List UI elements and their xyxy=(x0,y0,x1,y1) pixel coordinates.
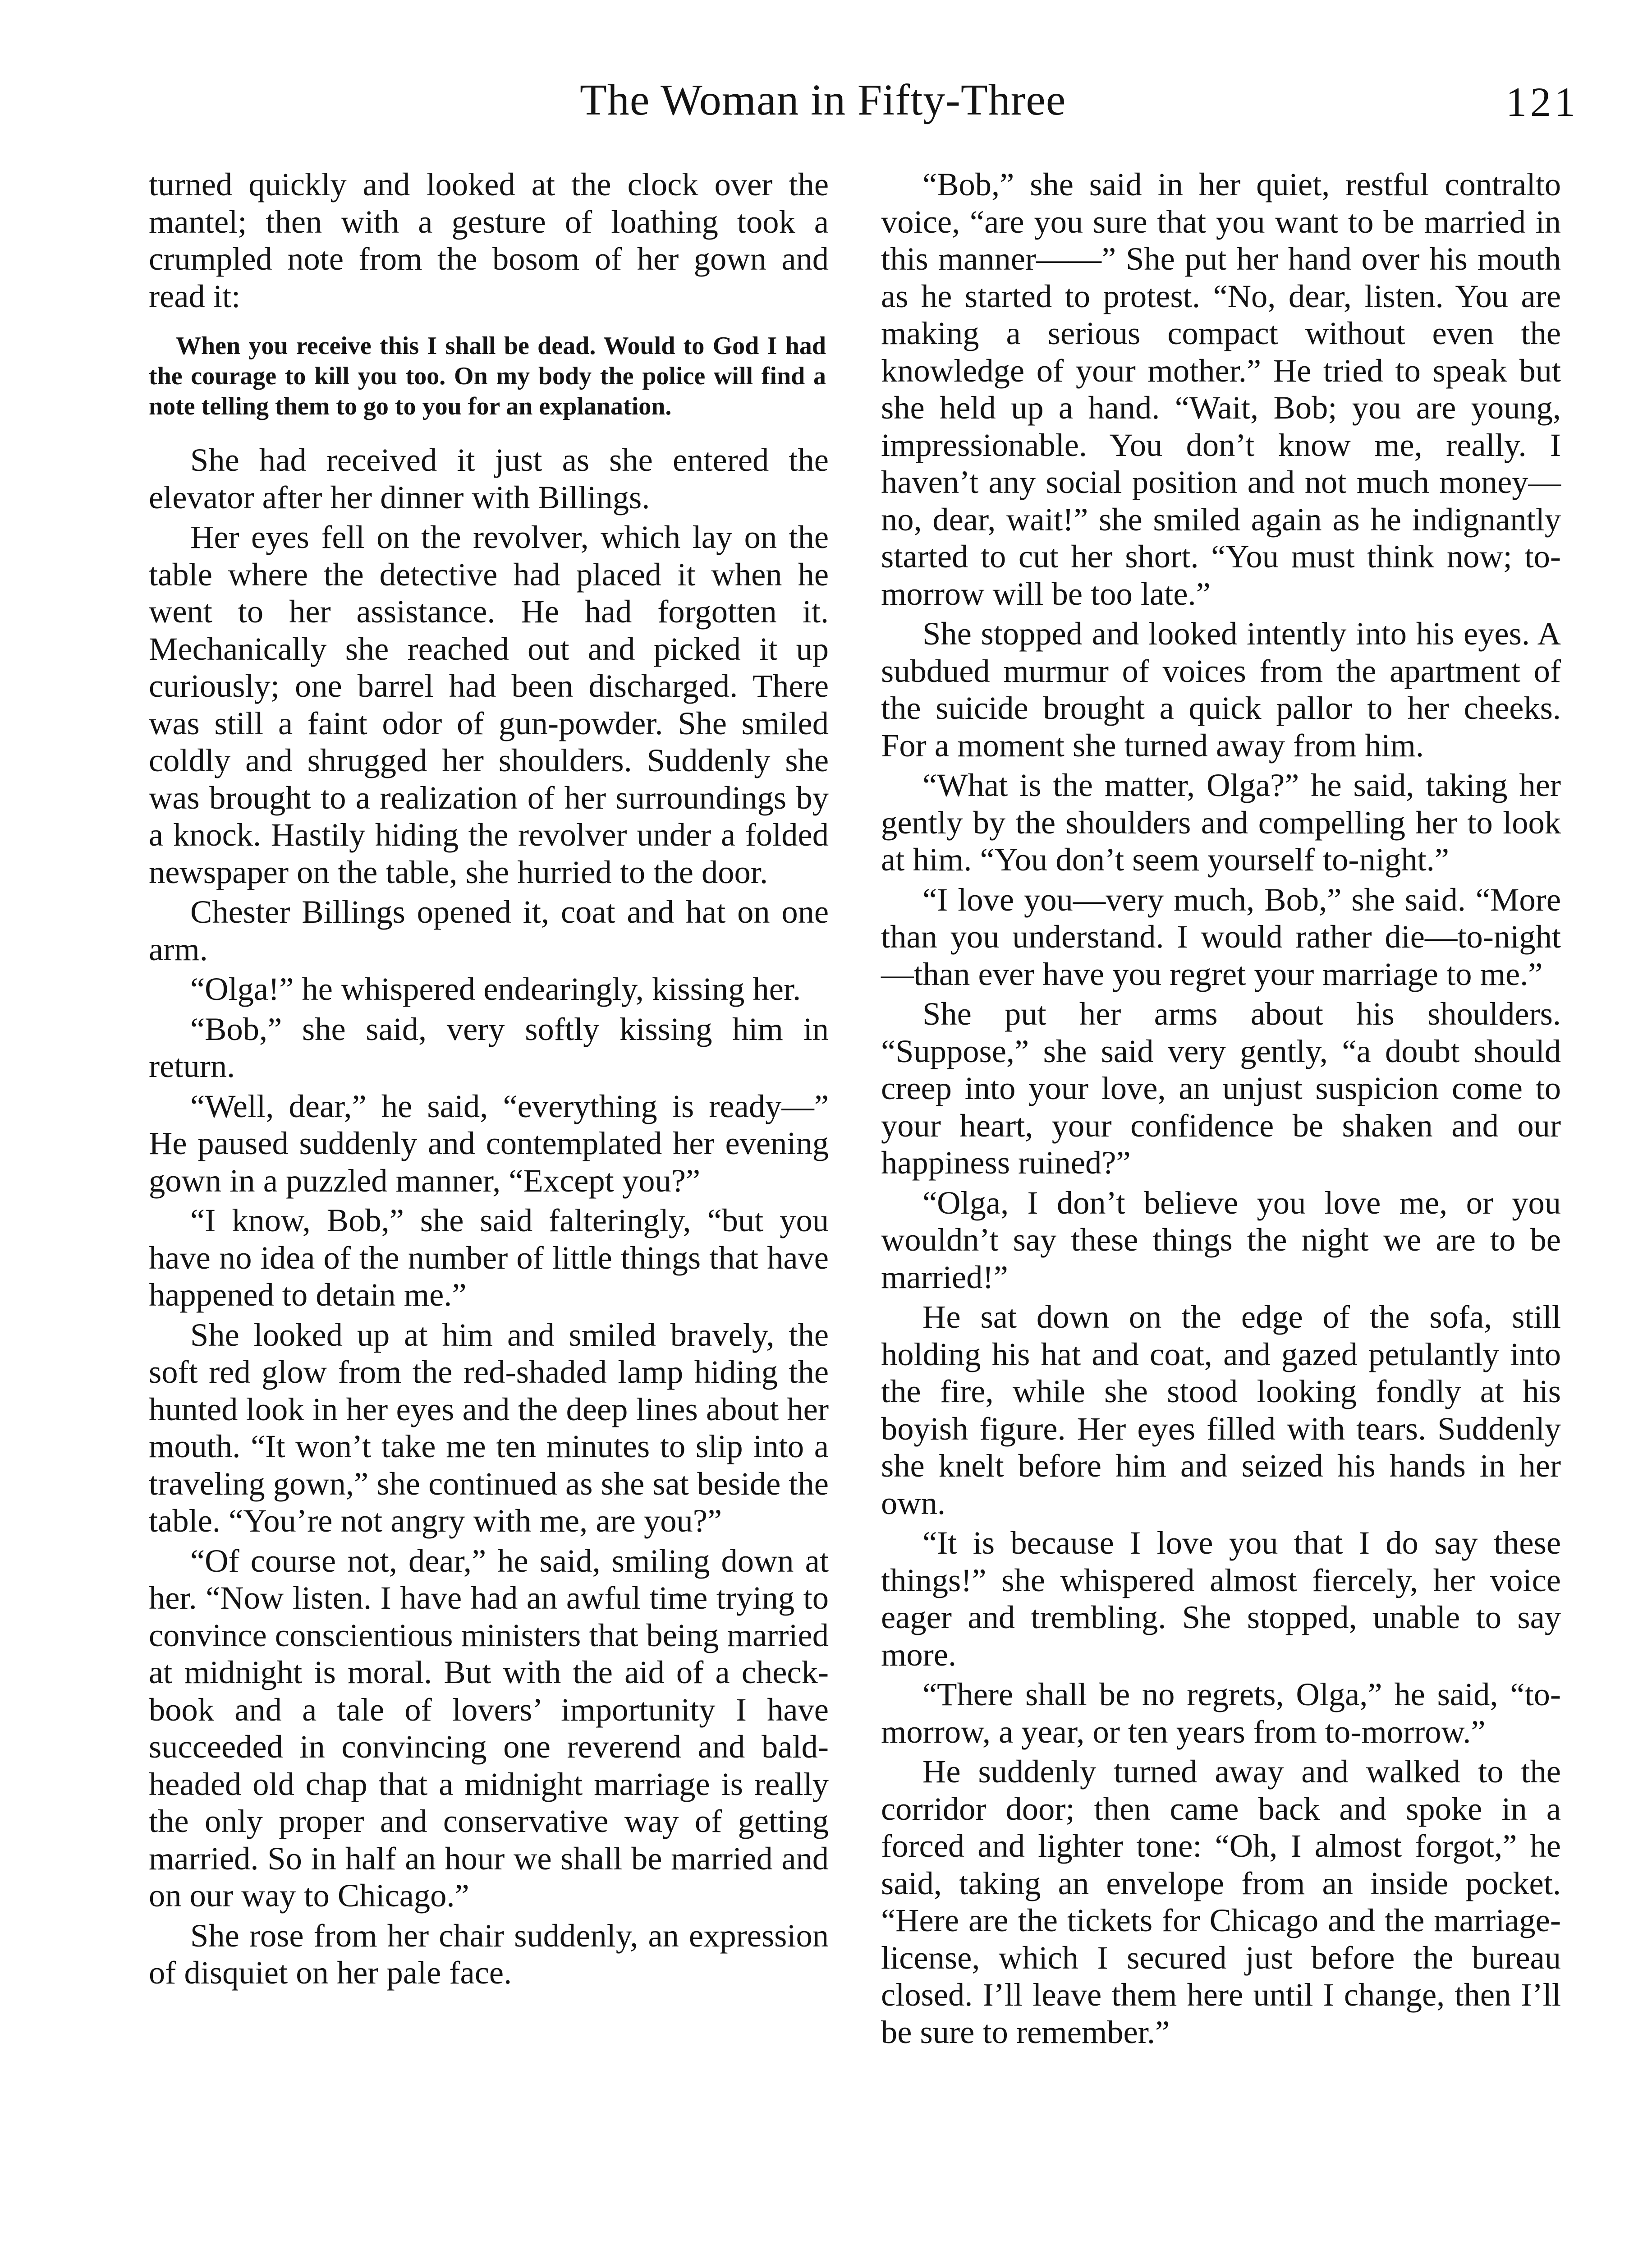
paragraph: turned quickly and looked at the clock over the mantel; then with a gesture of loathing took a crumpled note from the bosom of her gown and read it: xyxy=(149,166,829,314)
paragraph: Chester Billings opened it, coat and hat on one arm. xyxy=(149,893,829,967)
paragraph: “It is because I love you that I do say these things!” she whispered almost fiercely, her voice eager and trembling. She stopped, unable to say more. xyxy=(881,1524,1561,1673)
paragraph: “There shall be no regrets, Olga,” he said, “to-morrow, a year, or ten years from to-morrow.” xyxy=(881,1676,1561,1750)
paragraph: She stopped and looked intently into his eyes. A subdued murmur of voices from the apartment of the suicide brought a quick pallor to her cheeks. For a moment she turned away from him. xyxy=(881,615,1561,764)
paragraph: He suddenly turned away and walked to the corridor door; then came back and spoke in a forced and lighter tone: “Oh, I almost forgot,” he said, taking an envelope from an inside pocket. “Here are the tickets for Chicago and the marriage-license, which I secured just before the bureau closed. I’ll leave them here until I change, then I’ll be sure to remember.” xyxy=(881,1753,1561,2050)
suicide-note-quote: When you receive this I shall be dead. Would to God I had the courage to kill you too. On my body the police will find a note telling them to go to you for an explanation. xyxy=(149,332,826,420)
left-column xyxy=(149,166,829,1994)
paragraph: “Olga!” he whispered endearingly, kissing her. xyxy=(190,971,801,1007)
paragraph: “I love you—very much, Bob,” she said. “More than you understand. I would rather die—to-night—than ever have you regret your marriage to me.” xyxy=(881,881,1561,992)
paragraph: She had received it just as she entered the elevator after her dinner with Billings. xyxy=(149,442,829,515)
paragraph: She put her arms about his shoulders. “Suppose,” she said very gently, “a doubt should creep into your love, an unjust suspicion come to your heart, your confidence be shaken and our happiness ruined?” xyxy=(881,995,1561,1181)
paragraph: She looked up at him and smiled bravely, the soft red glow from the red-shaded lamp hiding the hunted look in her eyes and the deep lines about her mouth. “It won’t take me ten minutes to slip into a traveling gown,” she continued as she sat beside the table. “You’re not angry with me, are you?” xyxy=(149,1316,829,1539)
paragraph: She rose from her chair suddenly, an expression of disquiet on her pale face. xyxy=(149,1917,829,1991)
paragraph: Her eyes fell on the revolver, which lay on the table where the detective had placed it when he went to her assistance. He had forgotten it. Mechanically she reached out and picked it up curiously; one barrel had been discharged. There was still a faint odor of gun-powder. She smiled coldly and shrugged her shoulders. Suddenly she was brought to a realization of her surroundings by a knock. Hastily hiding the revolver under a folded newspaper on the table, she hurried to the door. xyxy=(149,519,829,890)
paragraph: “Of course not, dear,” he said, smiling down at her. “Now listen. I have had an awful time trying to convince conscientious ministers that being married at midnight is moral. But with the aid of a check-book and a tale of lovers’ importunity I have succeeded in convincing one reverend and bald-headed old chap that a midnight marriage is really the only proper and conservative way of getting married. So in half an hour we shall be married and on our way to Chicago.” xyxy=(149,1542,829,1914)
paragraph: “Bob,” she said in her quiet, restful contralto voice, “are you sure that you want to be married in this manner——” She put her hand over his mouth as he started to protest. “No, dear, listen. You are making a serious compact without even the knowledge of your mother.” He tried to speak but she held up a hand. “Wait, Bob; you are young, impressionable. You don’t know me, really. I haven’t any social position and not much money—no, dear, wait!” she smiled again as he indignantly started to cut her short. “You must think now; to-morrow will be too late.” xyxy=(881,166,1561,612)
running-title: The Woman in Fifty-Three xyxy=(580,76,1066,124)
page-number: 121 xyxy=(1506,79,1579,125)
paragraph: “Bob,” she said, very softly kissing him in return. xyxy=(149,1010,829,1084)
paragraph: He sat down on the edge of the sofa, still holding his hat and coat, and gazed petulantly into the fire, while she stood looking fondly at his boyish figure. Her eyes filled with tears. Suddenly she knelt before him and seized his hands in her own. xyxy=(881,1298,1561,1521)
paragraph: “Well, dear,” he said, “everything is ready—” He paused suddenly and contemplated her evening gown in a puzzled manner, “Except you?” xyxy=(149,1087,829,1199)
page-header xyxy=(0,0,1652,135)
paragraph: “Olga, I don’t believe you love me, or you wouldn’t say these things the night we are to be married!” xyxy=(881,1184,1561,1295)
right-column xyxy=(881,166,1561,2053)
paragraph: “What is the matter, Olga?” he said, taking her gently by the shoulders and compelling her to look at him. “You don’t seem yourself to-night.” xyxy=(881,767,1561,878)
paragraph: “I know, Bob,” she said falteringly, “but you have no idea of the number of little things that have happened to detain me.” xyxy=(149,1202,829,1313)
